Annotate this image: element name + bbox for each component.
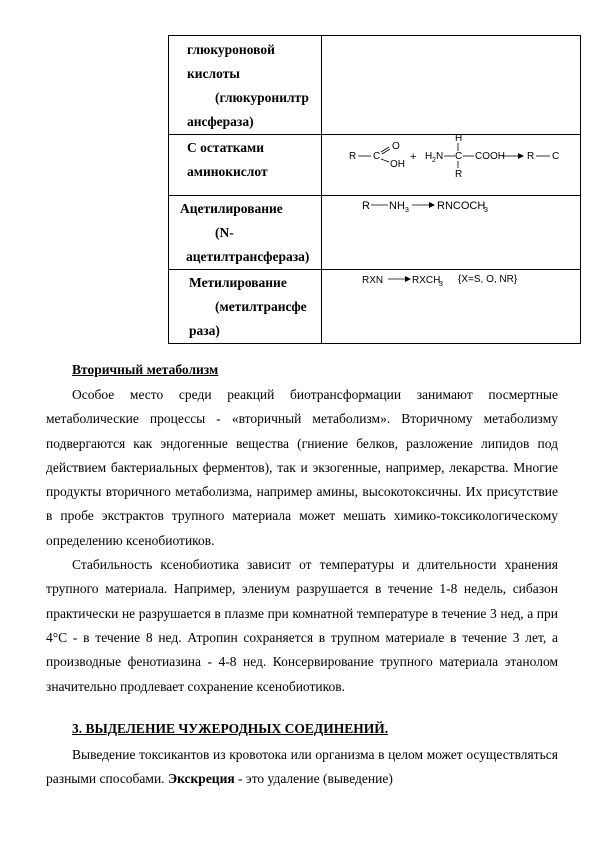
- chem-sub: 3: [405, 207, 409, 214]
- table-cell-name: [169, 196, 322, 270]
- term-excretion: Экскреция: [167, 771, 235, 787]
- chem-r-label: R: [362, 200, 370, 212]
- chem-product-label: RNCOCH: [437, 200, 486, 212]
- table-cell-name: [169, 36, 322, 135]
- body-text: [46, 383, 558, 699]
- cell-line: глюкуроновой: [187, 42, 275, 57]
- chem-h-label: H: [455, 135, 463, 144]
- cell-line: (глюкуронилтр: [215, 90, 309, 105]
- cell-line: раза): [189, 323, 220, 338]
- chem-c-label: C: [552, 151, 560, 162]
- table-cell-reaction: [322, 36, 581, 135]
- cell-line: (метилтрансфе: [215, 299, 307, 314]
- table-row: [169, 36, 581, 135]
- cell-line: С остатками: [187, 140, 264, 155]
- chem-sub: 3: [439, 281, 443, 288]
- chem-oh-label: OH: [390, 159, 405, 170]
- chem-note: {X=S, O, NR}: [458, 274, 518, 285]
- paragraph: Особое место среди реакций биотрансформации занимают посмертные метаболические процессы - «вторичный метаболизм». Вторичному метаболизму подвергаются как эндогенные вещества (гниение белков, разложение липидов под действием бактериальных ферментов), так и экзогенные, например, лекарства. Многие продукты вторичного метаболизма, например амины, высокотоксичны. Их присутствие в пробе экстрактов трупного материала может мешать химико-токсикологическому определению ксенобиотиков.: [46, 387, 558, 548]
- cell-line: ацетилтрансфераза): [186, 249, 310, 264]
- metabolism-table: [168, 35, 581, 344]
- chem-cooh-label: COOH: [475, 151, 505, 162]
- chem-o-label: O: [392, 141, 400, 152]
- cell-line: аминокислот: [187, 164, 268, 179]
- table-cell-name: [169, 135, 322, 196]
- chem-c-label: C: [373, 151, 381, 162]
- cell-line: кислоты: [187, 66, 240, 81]
- table-row: [169, 196, 581, 270]
- chem-h2n-sub: 2: [432, 157, 436, 164]
- methylation-reaction: [322, 270, 580, 290]
- chem-h2n-h-label: H: [425, 151, 433, 162]
- section-title-secondary-metabolism: Вторичный метаболизм: [72, 362, 219, 377]
- paragraph: [46, 743, 558, 792]
- table-row: [169, 135, 581, 196]
- chem-c-label: C: [455, 151, 463, 162]
- table-cell-reaction: [322, 196, 581, 270]
- acetylation-reaction: [322, 196, 580, 216]
- cell-line: Ацетилирование: [180, 201, 283, 216]
- amino-acid-conjugation-reaction: [322, 135, 580, 191]
- chem-plus-label: +: [410, 151, 417, 163]
- section-title-excretion: 3. ВЫДЕЛЕНИЕ ЧУЖЕРОДНЫХ СОЕДИНЕНИЙ.: [72, 721, 389, 736]
- chem-product-label: RXCH: [412, 275, 441, 286]
- chem-r-label: R: [349, 151, 357, 162]
- chem-h2n-n-label: N: [436, 151, 444, 162]
- table-cell-name: [169, 270, 322, 344]
- paragraph-start: Выведение токсикантов из кровотока или организма в целом может осуществляться разными способами.: [46, 747, 558, 787]
- chem-r-label: R: [527, 151, 535, 162]
- chem-sub: 3: [484, 207, 488, 214]
- table-row: [169, 270, 581, 344]
- chem-nh-label: NH: [389, 200, 405, 212]
- chem-r-label: R: [455, 169, 463, 180]
- cell-line: (N-: [215, 225, 234, 240]
- body-text-section3: [46, 743, 558, 792]
- cell-line: ансфераза): [187, 114, 254, 129]
- paragraph: Стабильность ксенобиотика зависит от температуры и длительности хранения трупного материала. Например, элениум разрушается в течение 1-8 недель, сибазон практически не разрушается в плазме при комнатной температуре в течение 3 нед, а при 4°С - в течение 8 нед. Атропин сохраняется в трупном материале в течение 3 лет, а производные фенотиазина - 4-8 нед. Консервирование трупного материала этанолом значительно продлевает сохранение ксенобиотиков.: [46, 557, 558, 694]
- paragraph-end: - это удаление (выведение): [238, 771, 393, 787]
- table-cell-reaction: [322, 135, 581, 196]
- chem-reactant-label: RXN: [362, 275, 384, 286]
- table-cell-reaction: [322, 270, 581, 344]
- cell-line: Метилирование: [189, 275, 287, 290]
